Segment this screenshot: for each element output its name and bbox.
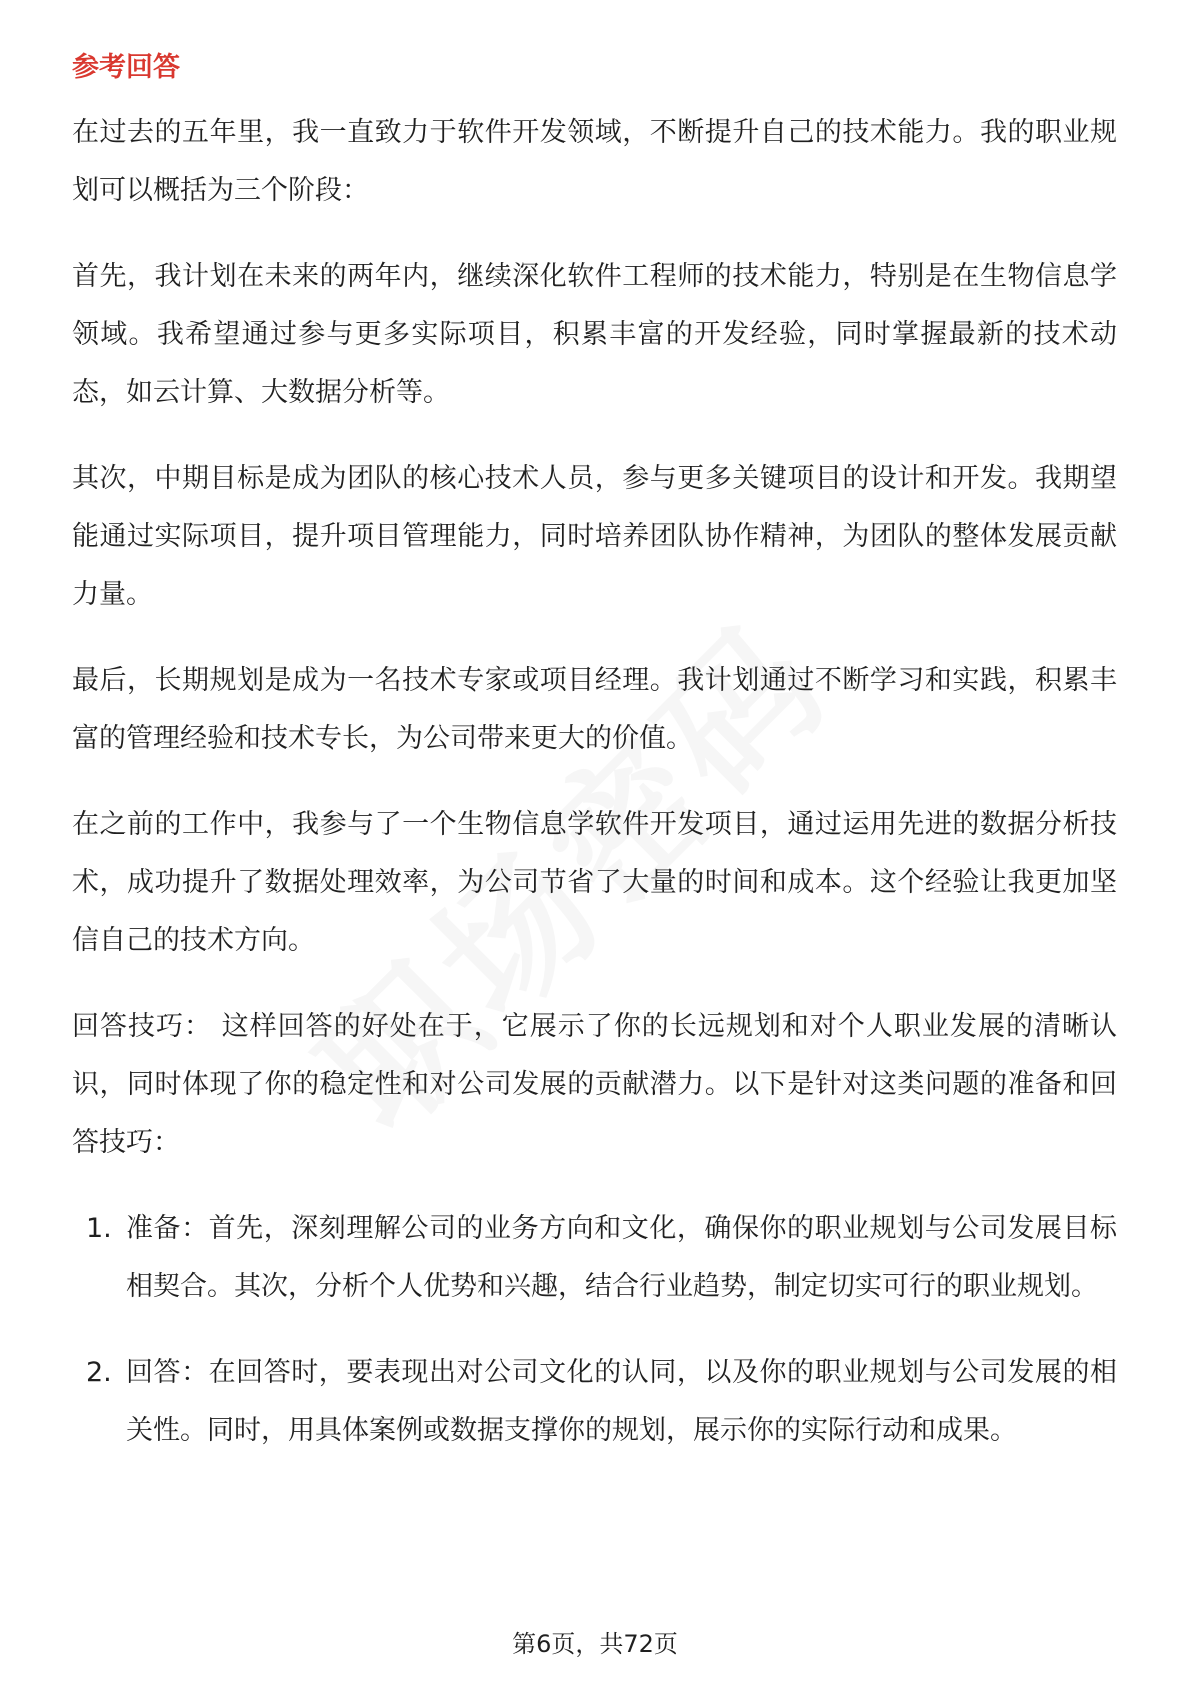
- page-footer: 第6页，共72页: [512, 1630, 678, 1658]
- document-page: [72, 48, 1117, 1488]
- list-item: [72, 1200, 1117, 1316]
- short-term-paragraph: 首先，我计划在未来的两年内，继续深化软件工程师的技术能力，特别是在生物信息学领域。我希望通过参与更多实际项目，积累丰富的开发经验，同时掌握最新的技术动态，如云计算、大数据分析等。: [72, 261, 1117, 408]
- list-item: [72, 1344, 1117, 1460]
- list-number: 2.: [86, 1357, 112, 1388]
- intro-paragraph: 在过去的五年里，我一直致力于软件开发领域，不断提升自己的技术能力。我的职业规划可以概括为三个阶段：: [72, 117, 1117, 206]
- mid-term-paragraph: 其次，中期目标是成为团队的核心技术人员，参与更多关键项目的设计和开发。我期望能通过实际项目，提升项目管理能力，同时培养团队协作精神，为团队的整体发展贡献力量。: [72, 463, 1117, 610]
- tips-paragraph: 回答技巧： 这样回答的好处在于，它展示了你的长远规划和对个人职业发展的清晰认识，同时体现了你的稳定性和对公司发展的贡献潜力。以下是针对这类问题的准备和回答技巧：: [72, 1011, 1117, 1158]
- section-heading: 参考回答: [72, 52, 180, 83]
- list-item-text: 准备：首先，深刻理解公司的业务方向和文化，确保你的职业规划与公司发展目标相契合。其次，分析个人优势和兴趣，结合行业趋势，制定切实可行的职业规划。: [126, 1213, 1117, 1302]
- experience-paragraph: 在之前的工作中，我参与了一个生物信息学软件开发项目，通过运用先进的数据分析技术，成功提升了数据处理效率，为公司节省了大量的时间和成本。这个经验让我更加坚信自己的技术方向。: [72, 809, 1117, 956]
- list-number: 1.: [86, 1213, 112, 1244]
- long-term-paragraph: 最后，长期规划是成为一名技术专家或项目经理。我计划通过不断学习和实践，积累丰富的管理经验和技术专长，为公司带来更大的价值。: [72, 665, 1117, 754]
- list-item-text: 回答：在回答时，要表现出对公司文化的认同，以及你的职业规划与公司发展的相关性。同时，用具体案例或数据支撑你的规划，展示你的实际行动和成果。: [126, 1357, 1117, 1446]
- tips-list: [72, 1200, 1117, 1460]
